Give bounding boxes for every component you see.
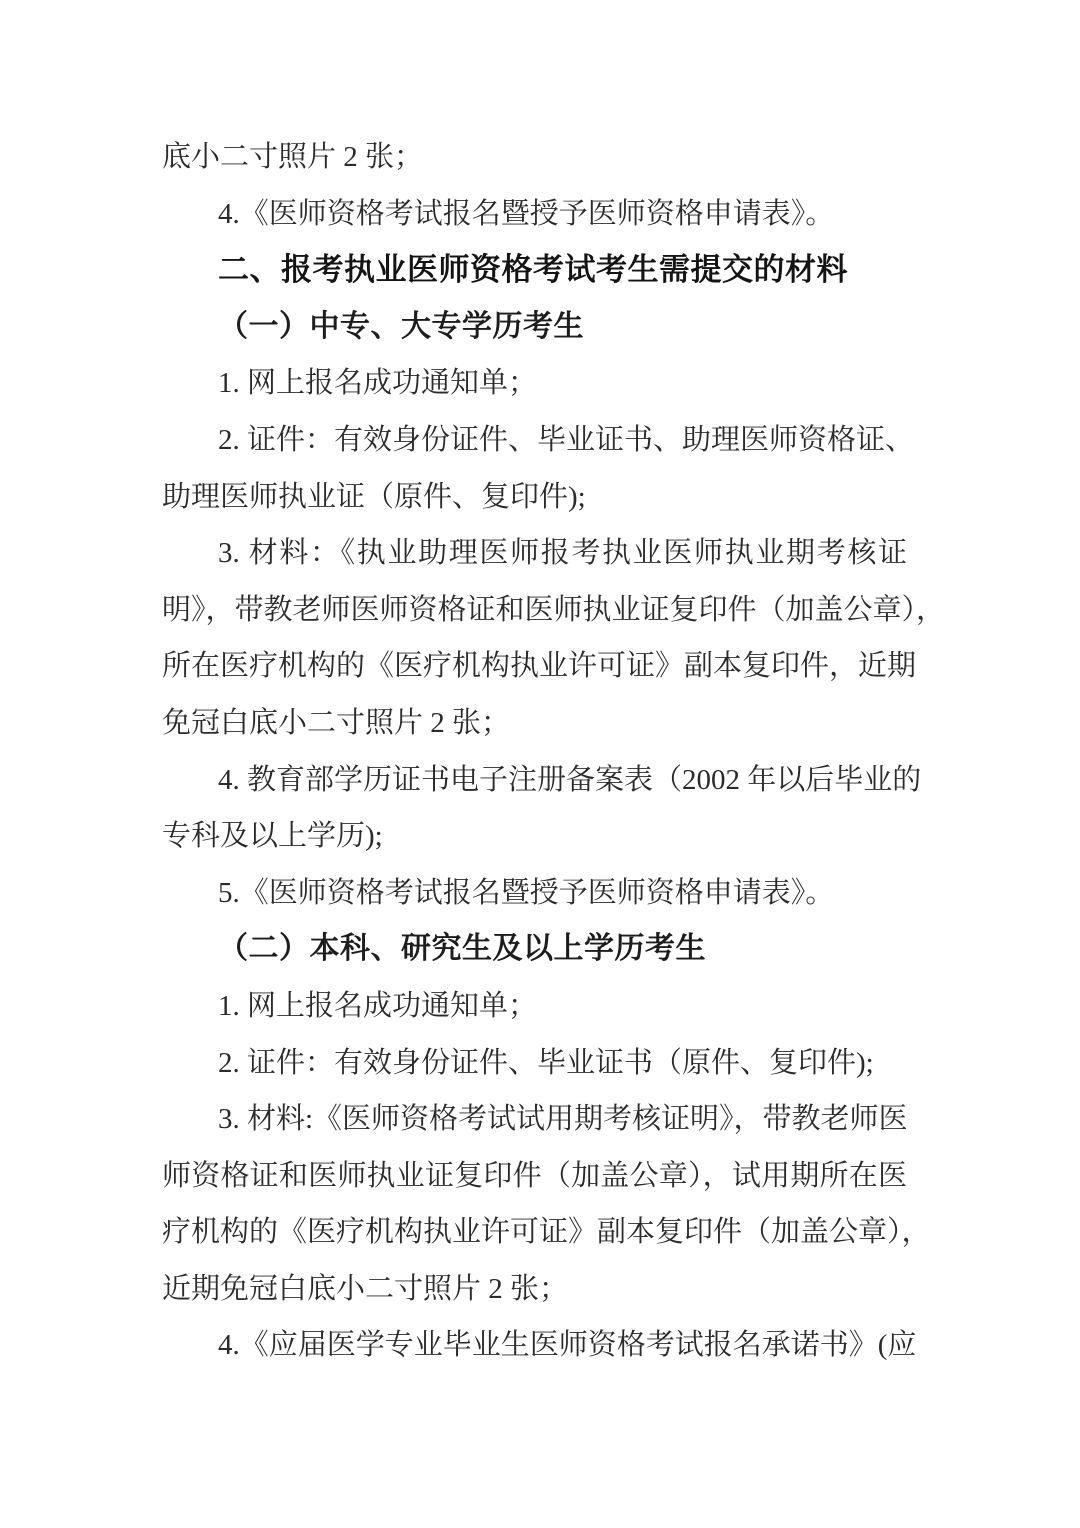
text-line: 近期免冠白底小二寸照片 2 张； xyxy=(162,1272,569,1305)
text-line: 1. 网上报名成功通知单； xyxy=(218,989,538,1022)
text-line: 明》，带教老师医师资格证和医师执业证复印件（加盖公章）， xyxy=(162,593,946,626)
text-line: 专科及以上学历); xyxy=(162,820,383,853)
text-line: 4.《应届医学专业毕业生医师资格考试报名承诺书》(应 xyxy=(218,1329,917,1362)
text-line: 疗机构的《医疗机构执业许可证》副本复印件（加盖公章）， xyxy=(162,1216,931,1249)
document-body xyxy=(162,129,946,1374)
subsection-heading: （二）本科、研究生及以上学历考生 xyxy=(218,932,706,966)
text-line: 底小二寸照片 2 张； xyxy=(162,141,424,173)
text-line: 2. 证件：有效身份证件、毕业证书、助理医师资格证、 xyxy=(218,423,915,456)
text-line: 助理医师执业证（原件、复印件); xyxy=(162,480,586,513)
text-line: 3. 材料：《执业助理医师报考执业医师执业期考核证 xyxy=(218,537,907,570)
text-line: 2. 证件：有效身份证件、毕业证书（原件、复印件); xyxy=(218,1046,874,1079)
text-line: 5.《医师资格考试报名暨授予医师资格申请表》。 xyxy=(218,876,835,909)
text-line: 1. 网上报名成功通知单； xyxy=(218,367,538,400)
text-line: 免冠白底小二寸照片 2 张； xyxy=(162,706,511,739)
text-line: 4.《医师资格考试报名暨授予医师资格申请表》。 xyxy=(218,197,835,230)
text-line: 4. 教育部学历证书电子注册备案表（2002 年以后毕业的 xyxy=(218,763,922,796)
text-line: 3. 材料:《医师资格考试试用期考核证明》，带教老师医 xyxy=(218,1103,908,1136)
section-heading: 二、报考执业医师资格考试考生需提交的材料 xyxy=(218,252,848,288)
subsection-heading: （一）中专、大专学历考生 xyxy=(218,309,584,343)
text-line: 师资格证和医师执业证复印件（加盖公章），试用期所在医 xyxy=(162,1159,907,1192)
text-line: 所在医疗机构的《医疗机构执业许可证》副本复印件，近期 xyxy=(162,650,917,683)
